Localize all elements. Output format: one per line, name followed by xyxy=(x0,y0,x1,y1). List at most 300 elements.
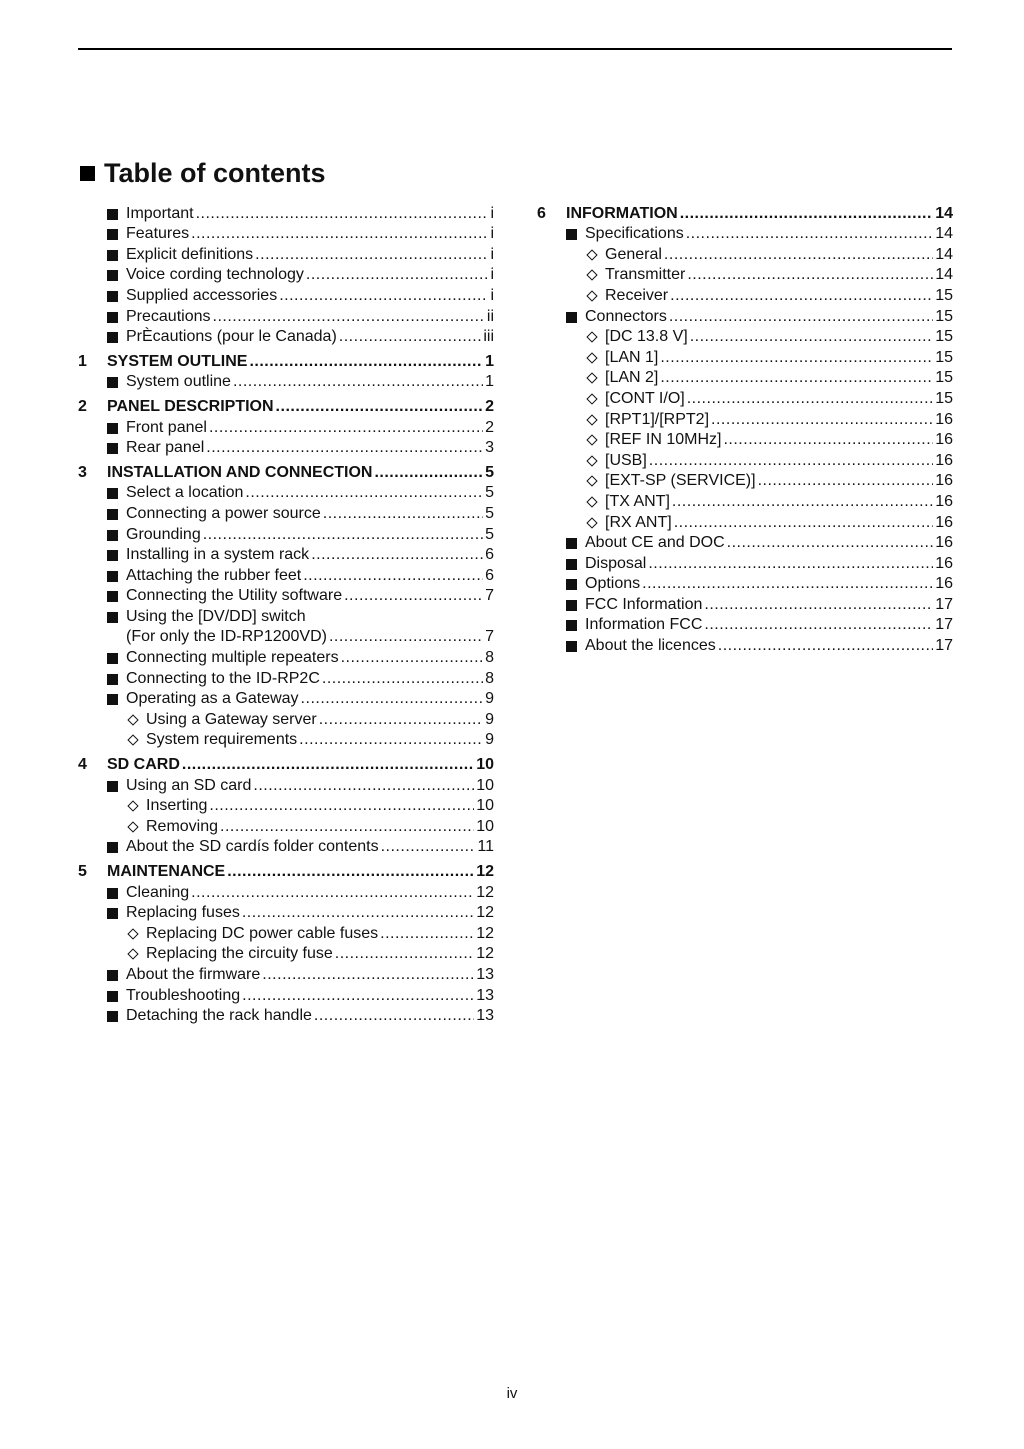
toc-entry-label: Connecting a power source xyxy=(126,504,321,522)
toc-entry-page: 14 xyxy=(935,266,953,284)
toc-chapter-entry[interactable] xyxy=(78,351,494,372)
square-bullet-icon xyxy=(566,312,577,323)
dot-leader xyxy=(758,471,934,491)
toc-entry-page: 16 xyxy=(935,534,953,552)
toc-entry-label: [DC 13.8 V] xyxy=(605,328,688,346)
toc-entry-label: Attaching the rubber feet xyxy=(126,566,302,584)
toc-entry[interactable] xyxy=(78,503,494,524)
dot-leader xyxy=(341,648,484,668)
toc-entry-label: Removing xyxy=(146,817,219,835)
toc-entry-page: 16 xyxy=(935,410,953,428)
toc-entry[interactable] xyxy=(537,285,953,306)
toc-entry-page: 10 xyxy=(476,776,494,794)
toc-entry-label: Connecting the Utility software xyxy=(126,587,343,605)
toc-entry-label: System outline xyxy=(126,373,231,391)
toc-entry-page: 16 xyxy=(935,554,953,572)
square-bullet-icon xyxy=(107,781,118,792)
dot-leader xyxy=(191,883,474,903)
toc-entry-page: 14 xyxy=(935,204,953,222)
dot-leader xyxy=(669,307,933,327)
toc-entry-page: 12 xyxy=(476,945,494,963)
diamond-bullet-icon xyxy=(586,517,597,528)
toc-entry-page: 14 xyxy=(935,245,953,263)
toc-entry-label: [RX ANT] xyxy=(605,513,672,531)
square-bullet-icon xyxy=(107,250,118,261)
dot-leader xyxy=(262,965,474,985)
toc-entry[interactable] xyxy=(78,1006,494,1027)
toc-entry-page: i xyxy=(490,245,494,263)
toc-entry-label: Operating as a Gateway xyxy=(126,690,299,708)
dot-leader xyxy=(233,372,483,392)
toc-entry[interactable] xyxy=(537,512,953,533)
square-bullet-icon xyxy=(107,991,118,1002)
toc-entry-page: iii xyxy=(483,328,494,346)
dot-leader xyxy=(196,204,489,224)
toc-entry[interactable] xyxy=(537,409,953,430)
toc-entry[interactable] xyxy=(78,944,494,965)
toc-entry-page: 8 xyxy=(485,669,494,687)
toc-entry[interactable] xyxy=(78,985,494,1006)
dot-leader xyxy=(227,862,474,882)
toc-entry[interactable] xyxy=(537,327,953,348)
toc-entry-page: 5 xyxy=(485,504,494,522)
square-bullet-icon xyxy=(566,600,577,611)
toc-entry-label: INFORMATION xyxy=(566,204,678,222)
toc-entry[interactable] xyxy=(78,244,494,265)
square-bullet-icon xyxy=(566,538,577,549)
toc-entry-label: [CONT I/O] xyxy=(605,389,685,407)
square-bullet-icon xyxy=(107,694,118,705)
diamond-bullet-icon xyxy=(586,496,597,507)
dot-leader xyxy=(380,924,474,944)
dot-leader xyxy=(674,513,934,533)
toc-entry-label: Cleaning xyxy=(126,883,190,901)
toc-entry-label: PrÈcautions (pour le Canada) xyxy=(126,328,337,346)
dot-leader xyxy=(319,710,483,730)
square-bullet-icon xyxy=(566,641,577,652)
toc-entry-page: 9 xyxy=(485,731,494,749)
dot-leader xyxy=(660,348,933,368)
toc-entry[interactable] xyxy=(78,668,494,689)
toc-entry-label: Using the [DV/DD] switch xyxy=(126,607,306,625)
toc-entry[interactable] xyxy=(78,730,494,751)
toc-entry-label: PANEL DESCRIPTION xyxy=(107,397,274,415)
toc-entry-page: i xyxy=(490,266,494,284)
dot-leader xyxy=(242,986,474,1006)
toc-entry-page: 10 xyxy=(476,797,494,815)
dot-leader xyxy=(660,368,933,388)
toc-entry-page: 15 xyxy=(935,348,953,366)
square-bullet-icon xyxy=(107,908,118,919)
toc-entry-page: 16 xyxy=(935,575,953,593)
diamond-bullet-icon xyxy=(127,821,138,832)
toc-entry-page: 5 xyxy=(485,463,494,481)
toc-entry-page: 5 xyxy=(485,484,494,502)
square-bullet-icon xyxy=(107,970,118,981)
toc-entry[interactable] xyxy=(78,964,494,985)
dot-leader xyxy=(191,224,488,244)
toc-entry[interactable] xyxy=(78,837,494,858)
toc-entry[interactable] xyxy=(537,471,953,492)
toc-entry[interactable] xyxy=(537,635,953,656)
toc-heading xyxy=(80,158,326,189)
toc-entry[interactable] xyxy=(78,882,494,903)
toc-entry-label: Receiver xyxy=(605,286,669,304)
toc-chapter-entry[interactable] xyxy=(78,396,494,417)
square-bullet-icon xyxy=(107,312,118,323)
toc-entry-label: System requirements xyxy=(146,731,298,749)
toc-entry-page: 7 xyxy=(485,628,494,646)
square-bullet-icon xyxy=(107,443,118,454)
toc-entry[interactable] xyxy=(78,565,494,586)
toc-entry-label: Connecting multiple repeaters xyxy=(126,649,339,667)
toc-entry-label: SYSTEM OUTLINE xyxy=(107,352,248,370)
toc-entry-label: Options xyxy=(585,575,641,593)
dot-leader xyxy=(303,566,483,586)
toc-entry-page: 10 xyxy=(476,817,494,835)
dot-leader xyxy=(314,1006,474,1026)
toc-entry-label: General xyxy=(605,245,662,263)
diamond-bullet-icon xyxy=(127,735,138,746)
toc-entry-page: 2 xyxy=(485,418,494,436)
dot-leader xyxy=(687,389,933,409)
toc-entry[interactable] xyxy=(78,689,494,710)
toc-entry-label: Select a location xyxy=(126,484,244,502)
square-bullet-icon xyxy=(107,571,118,582)
dot-leader xyxy=(209,796,474,816)
dot-leader xyxy=(323,504,483,524)
toc-entry-label: (For only the ID-RP1200VD) xyxy=(126,628,327,646)
toc-entry[interactable] xyxy=(78,224,494,245)
toc-entry-label: Inserting xyxy=(146,797,208,815)
toc-entry-page: 3 xyxy=(485,439,494,457)
toc-section xyxy=(78,754,494,857)
toc-entry-label: Rear panel xyxy=(126,439,205,457)
chapter-number: 1 xyxy=(78,352,87,370)
dot-leader xyxy=(649,451,933,471)
square-bullet-icon xyxy=(107,332,118,343)
toc-entry-page: 6 xyxy=(485,566,494,584)
toc-entry-page: 11 xyxy=(477,838,494,856)
chapter-number: 3 xyxy=(78,463,87,481)
toc-entry-page: 16 xyxy=(935,492,953,510)
toc-section xyxy=(78,351,494,392)
toc-entry-label: Connecting to the ID-RP2C xyxy=(126,669,320,687)
dot-leader xyxy=(206,438,483,458)
dot-leader xyxy=(690,327,934,347)
dot-leader xyxy=(322,669,483,689)
dot-leader xyxy=(642,574,933,594)
toc-entry[interactable] xyxy=(78,417,494,438)
square-bullet-icon xyxy=(107,509,118,520)
toc-entry-page: i xyxy=(490,204,494,222)
toc-entry-page: 15 xyxy=(935,286,953,304)
toc-entry[interactable] xyxy=(78,796,494,817)
toc-entry[interactable] xyxy=(537,594,953,615)
toc-entry[interactable] xyxy=(537,306,953,327)
diamond-bullet-icon xyxy=(586,290,597,301)
toc-entry-page: 12 xyxy=(476,883,494,901)
toc-entry-label: Grounding xyxy=(126,525,201,543)
toc-entry-label: MAINTENANCE xyxy=(107,863,226,880)
diamond-bullet-icon xyxy=(586,373,597,384)
toc-entry[interactable] xyxy=(78,438,494,459)
square-bullet-icon xyxy=(107,377,118,388)
toc-entry[interactable] xyxy=(78,775,494,796)
toc-entry-page: 16 xyxy=(935,472,953,490)
dot-leader xyxy=(704,615,933,635)
dot-leader xyxy=(711,410,933,430)
toc-entry-page: 15 xyxy=(935,369,953,387)
square-bullet-icon xyxy=(107,530,118,541)
diamond-bullet-icon xyxy=(586,455,597,466)
toc-entry[interactable] xyxy=(537,265,953,286)
chapter-number: 5 xyxy=(78,863,87,880)
toc-entry-label: Explicit definitions xyxy=(126,245,254,263)
diamond-bullet-icon xyxy=(586,352,597,363)
diamond-bullet-icon xyxy=(127,949,138,960)
diamond-bullet-icon xyxy=(586,476,597,487)
toc-section xyxy=(537,203,953,656)
dot-leader xyxy=(718,636,933,656)
toc-entry-page: 15 xyxy=(935,389,953,407)
toc-entry-label: Replacing DC power cable fuses xyxy=(146,924,379,942)
square-bullet-icon xyxy=(107,488,118,499)
toc-entry-label: Replacing the circuity fuse xyxy=(146,945,333,963)
toc-entry[interactable] xyxy=(78,327,494,348)
diamond-bullet-icon xyxy=(586,393,597,404)
toc-entry[interactable] xyxy=(78,285,494,306)
toc-entry-label: Information FCC xyxy=(585,616,703,634)
toc-entry[interactable] xyxy=(78,545,494,566)
toc-entry[interactable] xyxy=(78,372,494,393)
toc-entry[interactable] xyxy=(537,224,953,245)
toc-entry[interactable] xyxy=(537,430,953,451)
toc-entry-label: Replacing fuses xyxy=(126,904,240,922)
toc-entry-label: Front panel xyxy=(126,418,207,436)
toc-entry[interactable] xyxy=(78,647,494,668)
toc-entry-page: 17 xyxy=(935,637,953,655)
toc-entry-page: 6 xyxy=(485,546,494,564)
toc-entry[interactable] xyxy=(78,627,494,648)
dot-leader xyxy=(301,689,484,709)
toc-entry-page: 16 xyxy=(935,451,953,469)
toc-entry-page: 15 xyxy=(935,328,953,346)
toc-entry[interactable] xyxy=(537,574,953,595)
toc-entry[interactable] xyxy=(537,553,953,574)
dot-leader xyxy=(686,224,933,244)
toc-entry[interactable] xyxy=(78,483,494,504)
toc-entry-label: Features xyxy=(126,225,190,243)
toc-entry-page: ii xyxy=(486,307,494,325)
toc-entry[interactable] xyxy=(78,606,494,627)
toc-entry-label: Using an SD card xyxy=(126,776,252,794)
toc-entry-page: 1 xyxy=(485,373,494,391)
toc-entry-label: [USB] xyxy=(605,451,647,469)
toc-entry[interactable] xyxy=(78,586,494,607)
dot-leader xyxy=(209,418,483,438)
toc-section xyxy=(78,861,494,1026)
toc-entry-page: 5 xyxy=(485,525,494,543)
diamond-bullet-icon xyxy=(586,270,597,281)
chapter-number: 6 xyxy=(537,204,546,222)
toc-entry-label: About the licences xyxy=(585,637,716,655)
square-bullet-icon xyxy=(107,423,118,434)
square-bullet-icon xyxy=(566,620,577,631)
toc-entry[interactable] xyxy=(78,306,494,327)
toc-entry[interactable] xyxy=(537,533,953,554)
toc-entry-label: Detaching the rack handle xyxy=(126,1007,312,1025)
dot-leader xyxy=(680,204,934,224)
dot-leader xyxy=(279,286,488,306)
dot-leader xyxy=(213,307,485,327)
dot-leader xyxy=(344,586,483,606)
toc-entry-page: 12 xyxy=(476,863,494,880)
square-bullet-icon xyxy=(107,550,118,561)
toc-section xyxy=(78,396,494,458)
toc-entry-label: [RPT1]/[RPT2] xyxy=(605,410,710,428)
toc-entry[interactable] xyxy=(78,816,494,837)
diamond-bullet-icon xyxy=(586,331,597,342)
toc-chapter-entry[interactable] xyxy=(537,203,953,224)
square-bullet-icon xyxy=(107,270,118,281)
toc-entry-label: Important xyxy=(126,204,194,222)
toc-entry-label: [TX ANT] xyxy=(605,492,670,510)
toc-entry[interactable] xyxy=(78,923,494,944)
toc-entry-page: 13 xyxy=(476,986,494,1004)
toc-entry-label: SD CARD xyxy=(107,756,180,774)
toc-entry-page: 13 xyxy=(476,1007,494,1025)
toc-entry-label: About CE and DOC xyxy=(585,534,725,552)
dot-leader xyxy=(704,595,933,615)
toc-entry-label: Disposal xyxy=(585,554,647,572)
square-bullet-icon xyxy=(107,1011,118,1022)
toc-right-column xyxy=(537,203,953,660)
toc-entry-page: 2 xyxy=(485,397,494,415)
square-bullet-icon xyxy=(566,229,577,240)
square-bullet-icon xyxy=(107,612,118,623)
toc-entry-label: Transmitter xyxy=(605,266,686,284)
square-bullet-icon xyxy=(107,591,118,602)
dot-leader xyxy=(727,533,934,553)
top-rule xyxy=(78,48,952,50)
dot-leader xyxy=(687,265,933,285)
dot-leader xyxy=(245,483,483,503)
toc-section xyxy=(78,462,494,750)
toc-entry-page: 17 xyxy=(935,616,953,634)
dot-leader xyxy=(203,525,483,545)
square-bullet-icon xyxy=(107,653,118,664)
diamond-bullet-icon xyxy=(127,928,138,939)
toc-entry-label: Voice cording technology xyxy=(126,266,304,284)
square-bullet-icon xyxy=(107,291,118,302)
toc-entry-label: [EXT-SP (SERVICE)] xyxy=(605,472,756,490)
toc-entry-page: 8 xyxy=(485,649,494,667)
toc-entry-label: Connectors xyxy=(585,307,667,325)
toc-entry-label: FCC Information xyxy=(585,595,703,613)
toc-entry[interactable] xyxy=(537,615,953,636)
toc-entry[interactable] xyxy=(537,491,953,512)
toc-entry[interactable] xyxy=(537,450,953,471)
dot-leader xyxy=(255,245,488,265)
toc-entry-page: 16 xyxy=(935,431,953,449)
diamond-bullet-icon xyxy=(586,414,597,425)
square-bullet-icon xyxy=(566,559,577,570)
toc-entry[interactable] xyxy=(78,265,494,286)
toc-chapter-entry[interactable] xyxy=(78,754,494,775)
toc-entry-label: Supplied accessories xyxy=(126,286,278,304)
dot-leader xyxy=(253,776,474,796)
toc-left-column xyxy=(78,203,494,1030)
toc-entry-page: 12 xyxy=(476,904,494,922)
toc-entry-page: 9 xyxy=(485,710,494,728)
page-number: iv xyxy=(506,1385,518,1402)
toc-entry[interactable] xyxy=(78,203,494,224)
toc-entry[interactable] xyxy=(78,903,494,924)
dot-leader xyxy=(374,463,483,483)
dot-leader xyxy=(299,730,483,750)
toc-entry-label: About the firmware xyxy=(126,965,261,983)
dot-leader xyxy=(723,430,933,450)
toc-entry-page: 9 xyxy=(485,690,494,708)
toc-entry[interactable] xyxy=(537,347,953,368)
dot-leader xyxy=(335,944,474,964)
chapter-number: 2 xyxy=(78,397,87,415)
toc-section xyxy=(78,203,494,347)
toc-entry-label: Precautions xyxy=(126,307,211,325)
dot-leader xyxy=(672,492,933,512)
dot-leader xyxy=(242,903,474,923)
toc-entry-page: i xyxy=(490,286,494,304)
toc-entry-page: 10 xyxy=(476,756,494,774)
square-bullet-icon xyxy=(107,209,118,220)
toc-entry[interactable] xyxy=(78,524,494,545)
dot-leader xyxy=(648,554,933,574)
toc-entry-page: 15 xyxy=(935,307,953,325)
diamond-bullet-icon xyxy=(586,249,597,260)
square-bullet-icon xyxy=(107,888,118,899)
dot-leader xyxy=(381,837,476,857)
diamond-bullet-icon xyxy=(586,434,597,445)
dot-leader xyxy=(276,397,484,417)
square-bullet-icon xyxy=(80,166,95,181)
diamond-bullet-icon xyxy=(127,714,138,725)
square-bullet-icon xyxy=(107,229,118,240)
toc-entry-label: Using a Gateway server xyxy=(146,710,317,728)
toc-entry-page: i xyxy=(490,225,494,243)
toc-entry[interactable] xyxy=(78,709,494,730)
toc-entry-page: 13 xyxy=(476,965,494,983)
chapter-number: 4 xyxy=(78,756,87,774)
dot-leader xyxy=(306,265,489,285)
toc-entry[interactable] xyxy=(537,244,953,265)
toc-entry-label: Installing in a system rack xyxy=(126,546,310,564)
toc-entry-label: [LAN 2] xyxy=(605,369,659,387)
toc-entry-label: [LAN 1] xyxy=(605,348,659,366)
toc-chapter-entry[interactable] xyxy=(78,462,494,483)
square-bullet-icon xyxy=(566,579,577,590)
toc-chapter-entry[interactable] xyxy=(78,861,494,882)
square-bullet-icon xyxy=(107,842,118,853)
dot-leader xyxy=(339,327,482,347)
toc-entry-label: Troubleshooting xyxy=(126,986,241,1004)
toc-entry[interactable] xyxy=(537,388,953,409)
toc-entry-page: 7 xyxy=(485,587,494,605)
dot-leader xyxy=(220,817,474,837)
toc-entry-label: [REF IN 10MHz] xyxy=(605,431,722,449)
toc-entry[interactable] xyxy=(537,368,953,389)
toc-heading-text: Table of contents xyxy=(104,158,326,188)
